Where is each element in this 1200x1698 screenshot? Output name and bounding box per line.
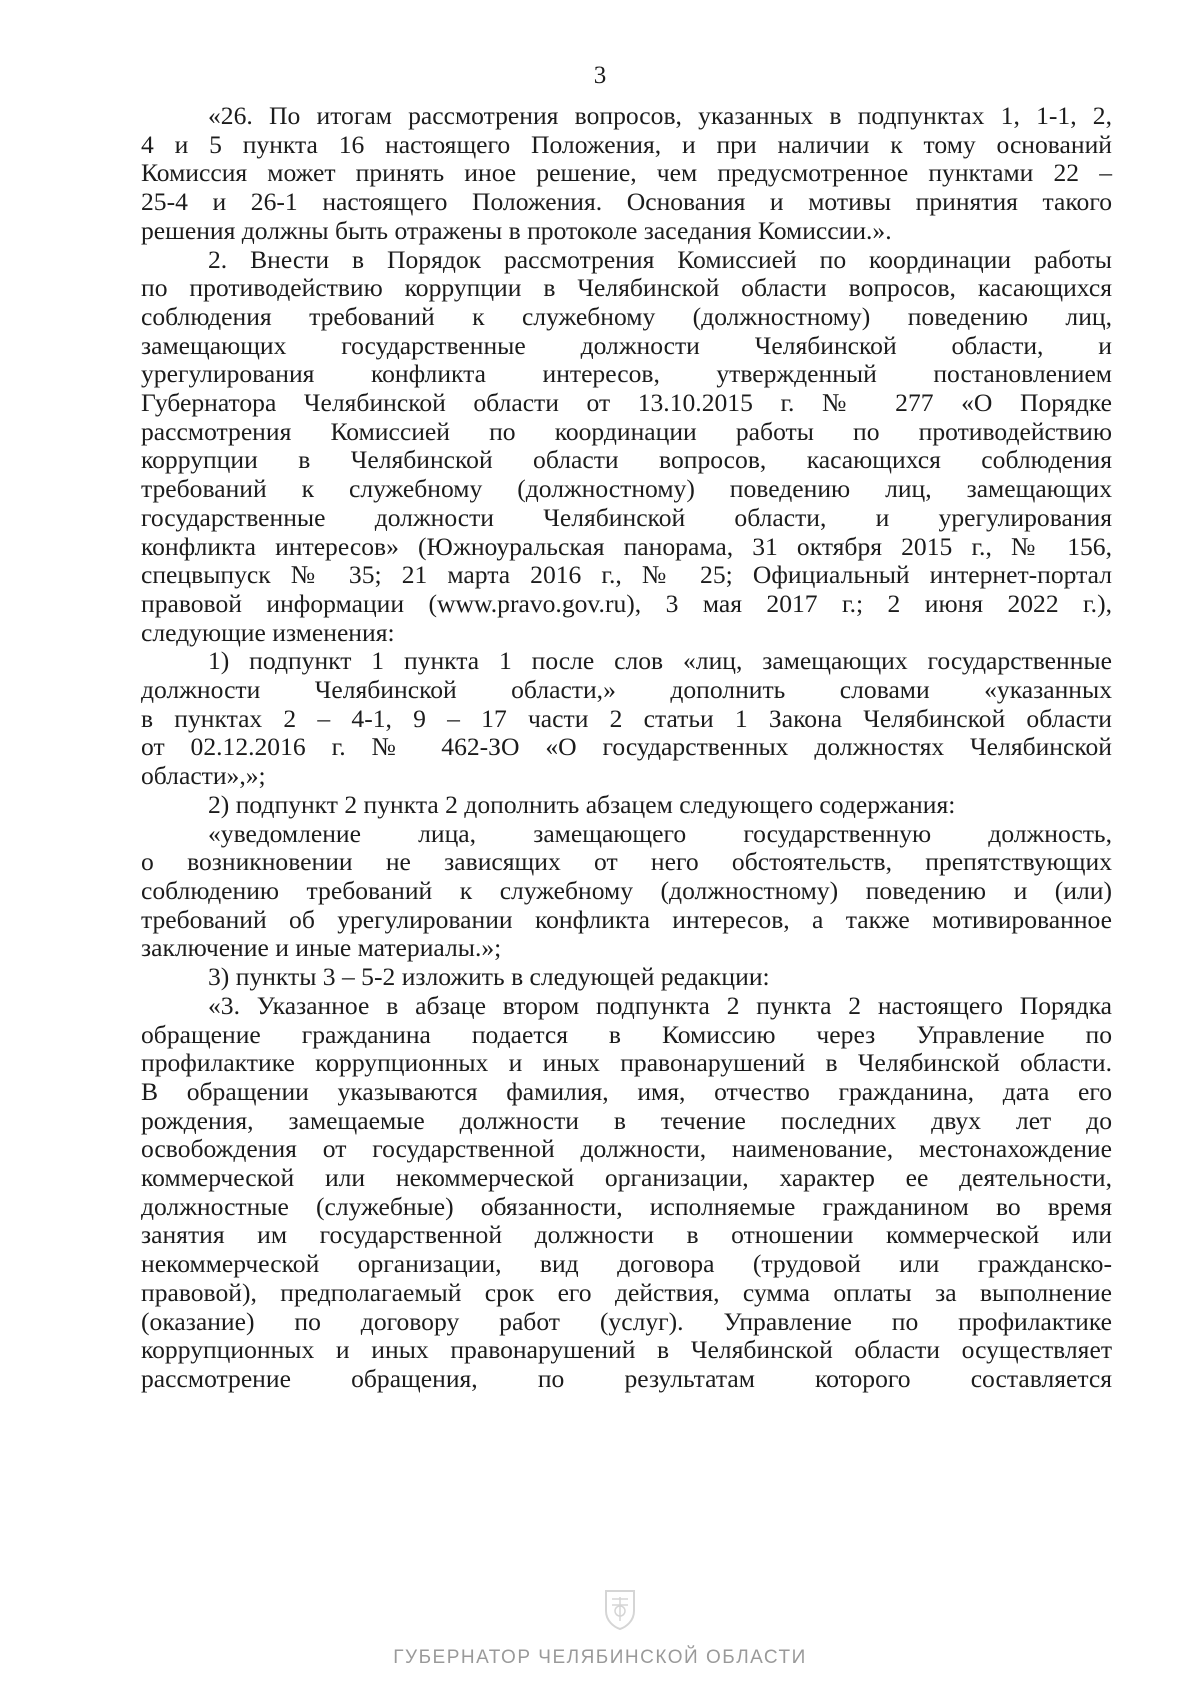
- text-line: конфликта интересов» (Южноуральская панорама, 31 октября 2015 г., № 156,: [141, 531, 1112, 561]
- coat-of-arms-watermark-icon: [600, 1587, 640, 1631]
- text-line: В обращении указываются фамилия, имя, отчество гражданина, дата его: [141, 1076, 1112, 1106]
- text-line: должности Челябинской области,» дополнить словами «указанных: [141, 675, 1112, 705]
- text-line: «26. По итогам рассмотрения вопросов, указанных в подпунктах 1, 1-1, 2,: [208, 101, 1112, 130]
- text-line: (оказание) по договору работ (услуг). Управление по профилактике: [141, 1306, 1112, 1336]
- text-line: о возникновении не зависящих от него обстоятельств, препятствующих: [141, 847, 1112, 877]
- text-line: спецвыпуск № 35; 21 марта 2016 г., № 25; Официальный интернет-портал: [141, 560, 1112, 590]
- text-line: соблюдению требований к служебному (должностному) поведению и (или): [141, 875, 1112, 905]
- text-line: коммерческой или некоммерческой организации, характер ее деятельности,: [141, 1163, 1112, 1193]
- text-line: рассмотрение обращения, по результатам которого составляется: [141, 1363, 1112, 1393]
- text-line: от 02.12.2016 г. № 462-ЗО «О государственных должностях Челябинской: [141, 732, 1112, 762]
- text-line: следующие изменения:: [141, 617, 395, 647]
- text-line: коррупции в Челябинской области вопросов, касающихся соблюдения: [141, 445, 1112, 475]
- paragraph: [141, 791, 1112, 820]
- paragraph: [141, 102, 1112, 246]
- text-line: занятия им государственной должности в отношении коммерческой или: [141, 1220, 1112, 1250]
- text-line: 3) пункты 3 – 5-2 изложить в следующей редакции:: [208, 962, 770, 992]
- page-number: 3: [593, 62, 607, 89]
- text-line: замещающих государственные должности Челябинской области, и: [141, 330, 1112, 360]
- text-line: правовой), предполагаемый срок его действия, сумма оплаты за выполнение: [141, 1277, 1112, 1307]
- text-line: 1) подпункт 1 пункта 1 после слов «лиц, замещающих государственные: [208, 646, 1112, 676]
- text-line: в пунктах 2 – 4-1, 9 – 17 части 2 статьи 1 Закона Челябинской области: [141, 703, 1112, 733]
- text-line: 4 и 5 пункта 16 настоящего Положения, и при наличии к тому оснований: [141, 129, 1112, 159]
- document-body: [141, 102, 1112, 1394]
- text-line: заключение и иные материалы.»;: [141, 933, 502, 963]
- text-line: профилактике коррупционных и иных правонарушений в Челябинской области.: [141, 1048, 1112, 1078]
- text-line: 25-4 и 26-1 настоящего Положения. Основания и мотивы принятия такого: [141, 187, 1112, 217]
- footer-issuer: ГУБЕРНАТОР ЧЕЛЯБИНСКОЙ ОБЛАСТИ: [393, 1647, 807, 1668]
- text-line: требований об урегулировании конфликта интересов, а также мотивированное: [141, 904, 1112, 934]
- text-line: правовой информации (www.pravo.gov.ru), 3 мая 2017 г.; 2 июня 2022 г.),: [141, 588, 1112, 618]
- text-line: 2) подпункт 2 пункта 2 дополнить абзацем следующего содержания:: [208, 789, 956, 819]
- text-line: рождения, замещаемые должности в течение последних двух лет до: [141, 1105, 1112, 1135]
- paragraph: [141, 647, 1112, 791]
- paragraph: [141, 246, 1112, 648]
- text-line: 2. Внести в Порядок рассмотрения Комиссией по координации работы: [208, 244, 1112, 274]
- text-line: «уведомление лица, замещающего государственную должность,: [208, 818, 1112, 848]
- text-line: коррупционных и иных правонарушений в Челябинской области осуществляет: [141, 1335, 1112, 1365]
- text-line: освобождения от государственной должности, наименование, местонахождение: [141, 1134, 1112, 1164]
- text-line: Комиссия может принять иное решение, чем предусмотренное пунктами 22 –: [141, 158, 1112, 188]
- text-line: государственные должности Челябинской области, и урегулирования: [141, 502, 1112, 532]
- text-line: области»,»;: [141, 761, 266, 791]
- paragraph: [141, 820, 1112, 964]
- text-line: решения должны быть отражены в протоколе заседания Комиссии.».: [141, 215, 892, 245]
- text-line: Губернатора Челябинской области от 13.10.2015 г. № 277 «О Порядке: [141, 388, 1112, 418]
- text-line: урегулирования конфликта интересов, утвержденный постановлением: [141, 359, 1112, 389]
- text-line: «3. Указанное в абзаце втором подпункта 2 пункта 2 настоящего Порядка: [208, 990, 1112, 1020]
- text-line: рассмотрения Комиссией по координации работы по противодействию: [141, 416, 1112, 446]
- text-line: по противодействию коррупции в Челябинской области вопросов, касающихся: [141, 273, 1112, 303]
- text-line: соблюдения требований к служебному (должностному) поведению лиц,: [141, 301, 1112, 331]
- paragraph: [141, 992, 1112, 1394]
- text-line: требований к служебному (должностному) поведению лиц, замещающих: [141, 474, 1112, 504]
- paragraph: [141, 963, 1112, 992]
- text-line: обращение гражданина подается в Комиссию через Управление по: [141, 1019, 1112, 1049]
- text-line: должностные (служебные) обязанности, исполняемые гражданином во время: [141, 1191, 1112, 1221]
- text-line: некоммерческой организации, вид договора (трудовой или гражданско-: [141, 1249, 1112, 1279]
